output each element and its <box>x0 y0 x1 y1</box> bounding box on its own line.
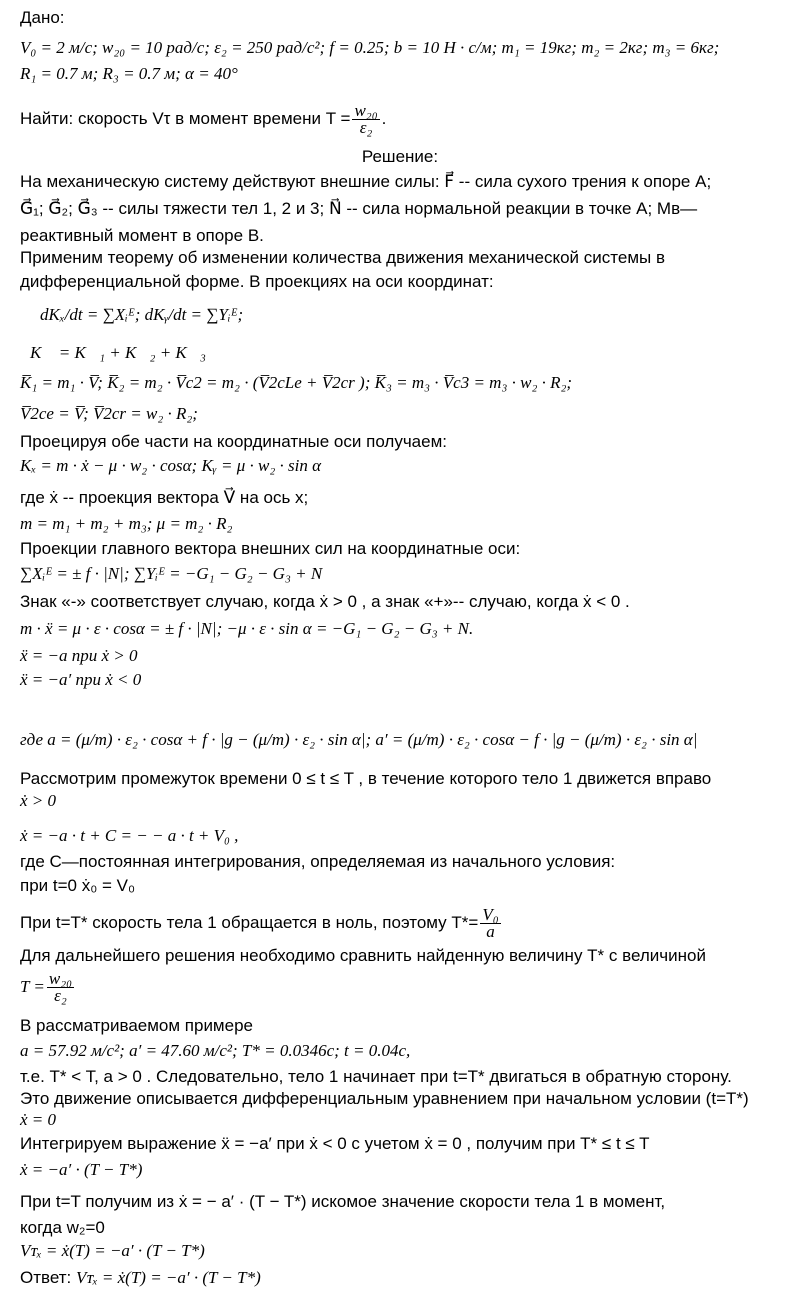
given-label: Дано: <box>20 8 65 27</box>
eq-back: ẋ = −a′ · (T − T*) <box>20 1160 143 1179</box>
sign-text: Знак «-» соответствует случаю, когда ẋ > 0 , а знак «+»-- случаю, когда ẋ < 0 . <box>20 592 630 611</box>
eq-vt: Vᴛₓ = ẋ(T) = −a′ · (T − T*) <box>20 1241 205 1260</box>
eq-m: m = m₁ + m₂ + m₃; μ = m₂ · R₂ <box>20 514 233 533</box>
p1-line-3: реактивный момент в опоре B. <box>20 226 264 245</box>
xdot-zero: ẋ = 0 <box>20 1110 57 1129</box>
eq-v2c: V̅2ce = V̅; V̅2cr = w₂ · R₂; <box>20 404 198 423</box>
t-frac-lhs: T = <box>20 977 45 996</box>
case-2: ẍ = −a′ при ẋ < 0 <box>20 670 142 689</box>
eq-kx: Kₓ = m · ẋ − μ · w₂ · cosα; Kᵧ = μ · w₂ · sin α <box>20 456 321 475</box>
eq-sum: ∑Xᵢᴱ = ± f · |N|; ∑Yᵢᴱ = −G₁ − G₂ − G₃ + N <box>20 564 323 583</box>
compare-text: Для дальнейшего решения необходимо сравнить найденную величину T* с величиной <box>20 946 706 965</box>
find-text: Найти: скорость Vτ в момент времени T = <box>20 109 351 128</box>
find-frac-num: w₂₀ <box>354 101 378 121</box>
interval-text: Рассмотрим промежуток времени 0 ≤ t ≤ T , в течение которого тело 1 движется вправо <box>20 769 712 788</box>
answer-eq: Vᴛₓ = ẋ(T) = −a′ · (T − T*) <box>75 1268 261 1287</box>
t-frac-den: ε₂ <box>54 986 67 1006</box>
integrate-text: Интегрируем выражение ẍ = −a′ при ẋ < 0 с учетом ẋ = 0 , получим при T* ≤ t ≤ T <box>20 1134 650 1153</box>
case-1: ẍ = −a при ẋ > 0 <box>20 646 138 665</box>
where-x: где ẋ -- проекция вектора V⃗ на ось x; <box>20 488 309 507</box>
answer-line <box>20 1268 261 1288</box>
at-t-text: При t=T получим из ẋ = − a′ · (T − T*) искомое значение скорости тела 1 в момент, <box>20 1192 666 1211</box>
eq-dk: dKₓ/dt = ∑Xᵢᴱ; dKᵧ/dt = ∑Yᵢᴱ; <box>40 305 244 324</box>
c-text: где С—постоянная интегрирования, определяемая из начального условия: <box>20 852 616 871</box>
example-text: В рассматриваемом примере <box>20 1016 253 1035</box>
where-a: где a = (μ/m) · ε₂ · cosα + f · |g − (μ/m) · ε₂ · sin α|; a′ = (μ/m) · ε₂ · cosα − f · |g − (μ/m) · ε₂ · sin α| <box>20 730 698 749</box>
solution-heading: Решение: <box>361 147 439 166</box>
find-tail: . <box>381 109 387 128</box>
find-frac-den: ε₂ <box>359 118 373 138</box>
answer-label: Ответ: <box>20 1268 72 1287</box>
ie-text: т.е. T* < T, a > 0 . Следовательно, тело 1 начинает при t=T* двигаться в обратную сторону. <box>20 1067 732 1086</box>
proj-main: Проекции главного вектора внешних сил на координатные оси: <box>20 539 521 558</box>
t-frac-num: w₂₀ <box>48 969 73 989</box>
given-line-2: R₁ = 0.7 м; R₃ = 0.7 м; α = 40° <box>20 64 238 83</box>
eq-integration: ẋ = −a · t + C = − − a · t + V₀ , <box>20 826 239 845</box>
find-line <box>20 102 386 136</box>
t-star-den: a <box>486 922 495 942</box>
reverse-text: Это движение описывается дифференциальным уравнением при начальном условии (t=T*) <box>20 1089 749 1108</box>
init-cond: при t=0 ẋ₀ = V₀ <box>20 876 136 895</box>
xdot-positive: ẋ > 0 <box>20 791 57 810</box>
proj-text: Проецируя обе части на координатные оси получаем: <box>20 432 447 451</box>
t-star-text: При t=T* скорость тела 1 обращается в ноль, поэтому T*= <box>20 913 479 932</box>
p1-line-2: G⃗₁; G⃗₂; G⃗₃ -- силы тяжести тел 1, 2 и 3; N⃗ -- сила нормальной реакции в точке A; Mʙ— <box>20 199 698 218</box>
when-text: когда w₂=0 <box>20 1218 105 1237</box>
p2-line-2: дифференциальной форме. В проекциях на оси координат: <box>20 272 494 291</box>
t-star-num: V₀ <box>482 905 499 925</box>
given-line-1: V₀ = 2 м/с; w₂₀ = 10 рад/с; ε₂ = 250 рад/с²; f = 0.25; b = 10 Н · с/м; m₁ = 19кг; m₂ = 2кг; m₃ = 6кг; <box>20 38 720 57</box>
eq-values: a = 57.92 м/с²; a′ = 47.60 м/с²; T* = 0.0346с; t = 0.04с, <box>20 1041 411 1060</box>
p2-line-1: Применим теорему об изменении количества движения механической системы в <box>20 248 665 267</box>
t-frac-line <box>20 970 76 1004</box>
eq-motion: m · ẍ = μ · ε · cosα = ± f · |N|; −μ · ε · sin α = −G₁ − G₂ − G₃ + N. <box>20 619 474 638</box>
eq-kdef: K̅₁ = m₁ · V̅; K̅₂ = m₂ · V̅c2 = m₂ · (V̅2cLe + V̅2cr ); K̅₃ = m₃ · V̅c3 = m₃ · w₂ · R₂; <box>20 373 573 392</box>
t-star-line <box>20 906 503 940</box>
p1-line-1: На механическую систему действуют внешние силы: F⃗ -- сила сухого трения к опоре A; <box>20 172 712 191</box>
eq-ksum: K⃗ = K⃗₁ + K⃗₂ + K⃗₃ <box>30 343 206 362</box>
